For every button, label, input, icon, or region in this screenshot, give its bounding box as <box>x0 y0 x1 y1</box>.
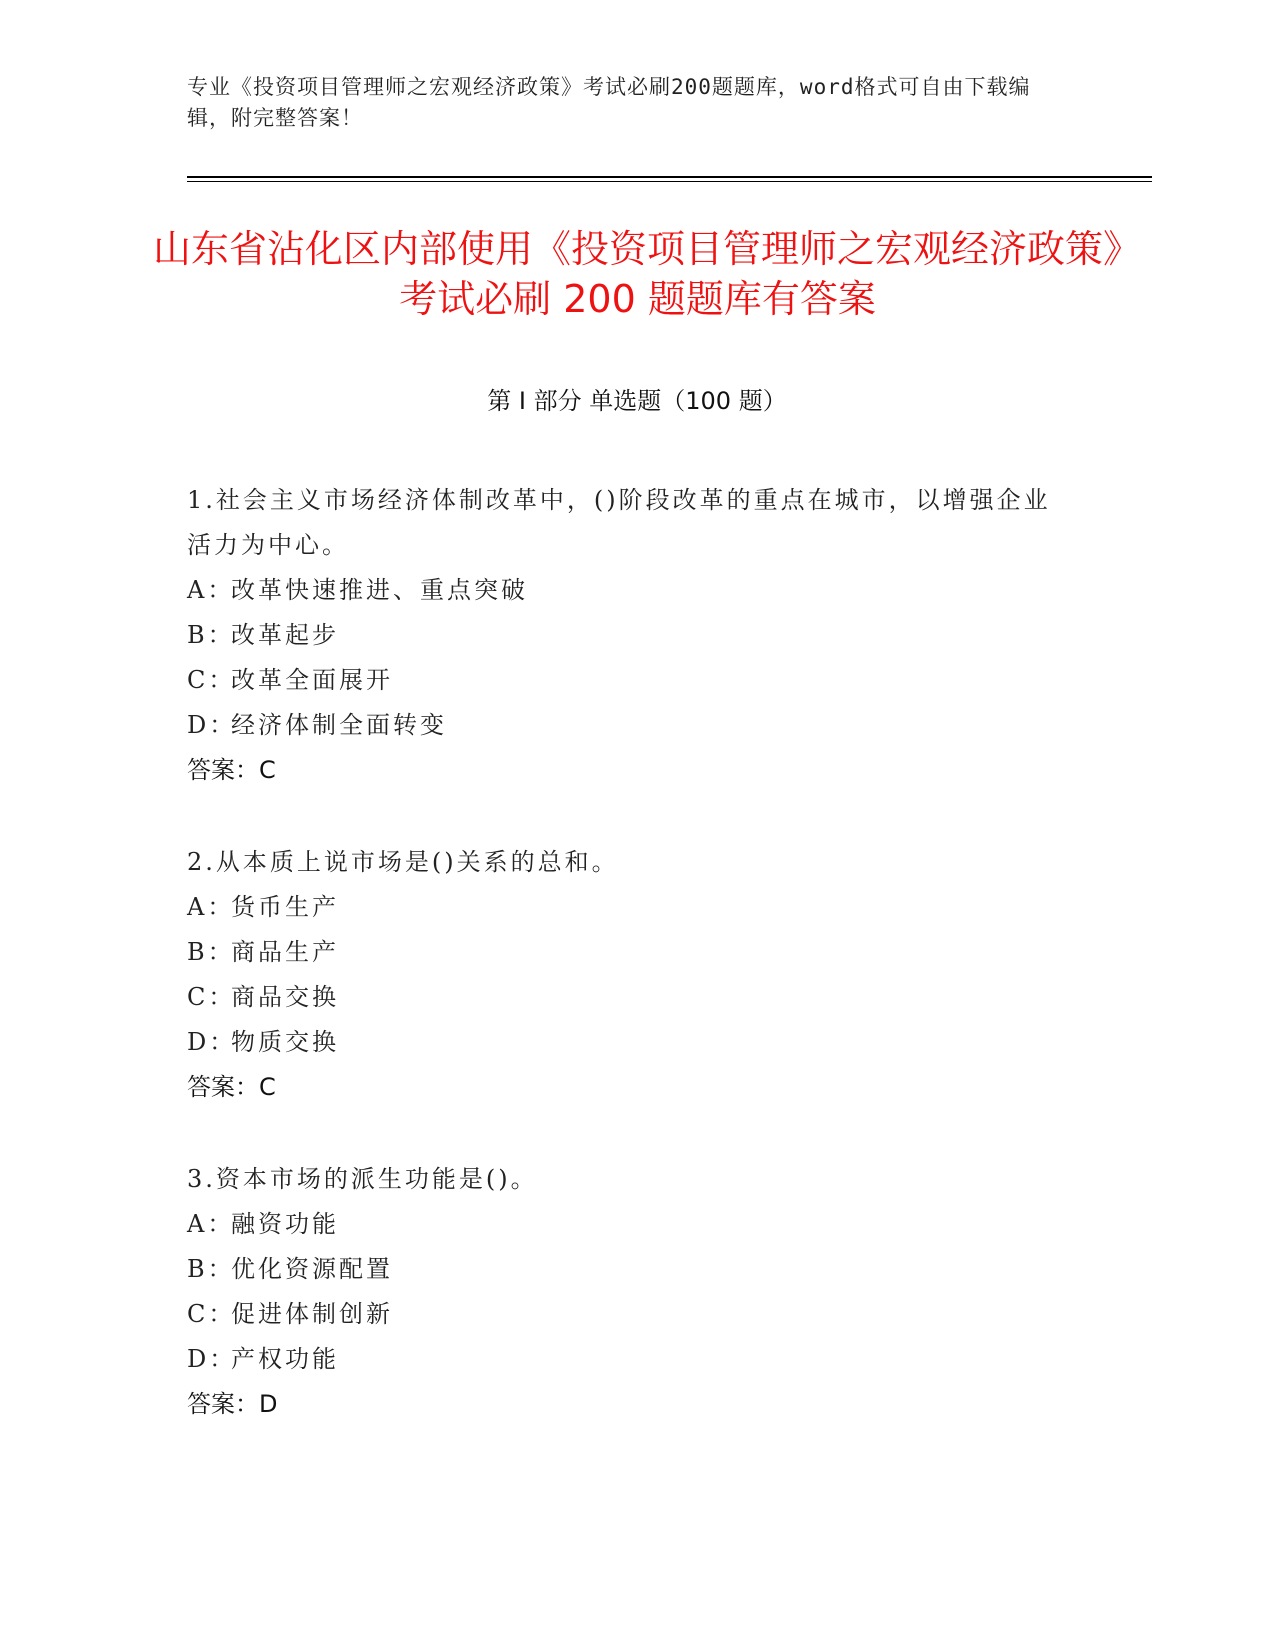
option-b <box>187 613 1067 658</box>
option-text: 商品交换 <box>231 983 339 1011</box>
answer-line: 答案：D <box>187 1390 278 1418</box>
option-key: B： <box>187 1255 235 1283</box>
question-2 <box>187 840 1067 1110</box>
option-b <box>187 1247 1067 1292</box>
header-divider-thick <box>187 176 1152 178</box>
header-text: 专业《投资项目管理师之宏观经济政策》考试必刷200题题库，word格式可自由下载编辑，附完整答案！ <box>187 75 1031 130</box>
option-a <box>187 568 1067 613</box>
option-key: D： <box>187 1028 237 1056</box>
header-divider-thin <box>187 181 1152 182</box>
option-text: 物质交换 <box>231 1028 339 1056</box>
option-key: A： <box>187 1210 235 1238</box>
option-key: C： <box>187 983 236 1011</box>
option-d <box>187 1020 1067 1065</box>
option-key: B： <box>187 621 235 649</box>
question-3 <box>187 1157 1067 1427</box>
question-stem: 1.社会主义市场经济体制改革中，()阶段改革的重点在城市，以增强企业活力为中心。 <box>187 486 1051 559</box>
option-text: 改革起步 <box>231 621 339 649</box>
option-d <box>187 1337 1067 1382</box>
option-key: D： <box>187 1345 237 1373</box>
option-a <box>187 885 1067 930</box>
option-text: 优化资源配置 <box>231 1255 393 1283</box>
answer-line: 答案：C <box>187 756 276 784</box>
option-text: 融资功能 <box>231 1210 339 1238</box>
option-key: C： <box>187 1300 236 1328</box>
option-a <box>187 1202 1067 1247</box>
option-c <box>187 975 1067 1020</box>
option-text: 改革快速推进、重点突破 <box>231 576 528 604</box>
option-text: 经济体制全面转变 <box>231 711 447 739</box>
option-key: D： <box>187 711 237 739</box>
option-key: C： <box>187 666 236 694</box>
option-text: 促进体制创新 <box>231 1300 393 1328</box>
option-d <box>187 703 1067 748</box>
option-b <box>187 930 1067 975</box>
option-c <box>187 658 1067 703</box>
option-text: 产权功能 <box>231 1345 339 1373</box>
option-text: 改革全面展开 <box>231 666 393 694</box>
answer-line: 答案：C <box>187 1073 276 1101</box>
section-title: 第 I 部分 单选题（100 题） <box>487 387 787 415</box>
option-key: A： <box>187 576 235 604</box>
question-stem: 3.资本市场的派生功能是()。 <box>187 1165 538 1193</box>
question-stem: 2.从本质上说市场是()关系的总和。 <box>187 848 619 876</box>
option-key: A： <box>187 893 235 921</box>
question-1 <box>187 478 1067 793</box>
question-list <box>187 478 1067 1474</box>
document-title: 山东省沾化区内部使用《投资项目管理师之宏观经济政策》考试必刷 200 题题库有答案 <box>152 227 1122 321</box>
option-c <box>187 1292 1067 1337</box>
option-text: 商品生产 <box>231 938 339 966</box>
option-key: B： <box>187 938 235 966</box>
option-text: 货币生产 <box>231 893 339 921</box>
